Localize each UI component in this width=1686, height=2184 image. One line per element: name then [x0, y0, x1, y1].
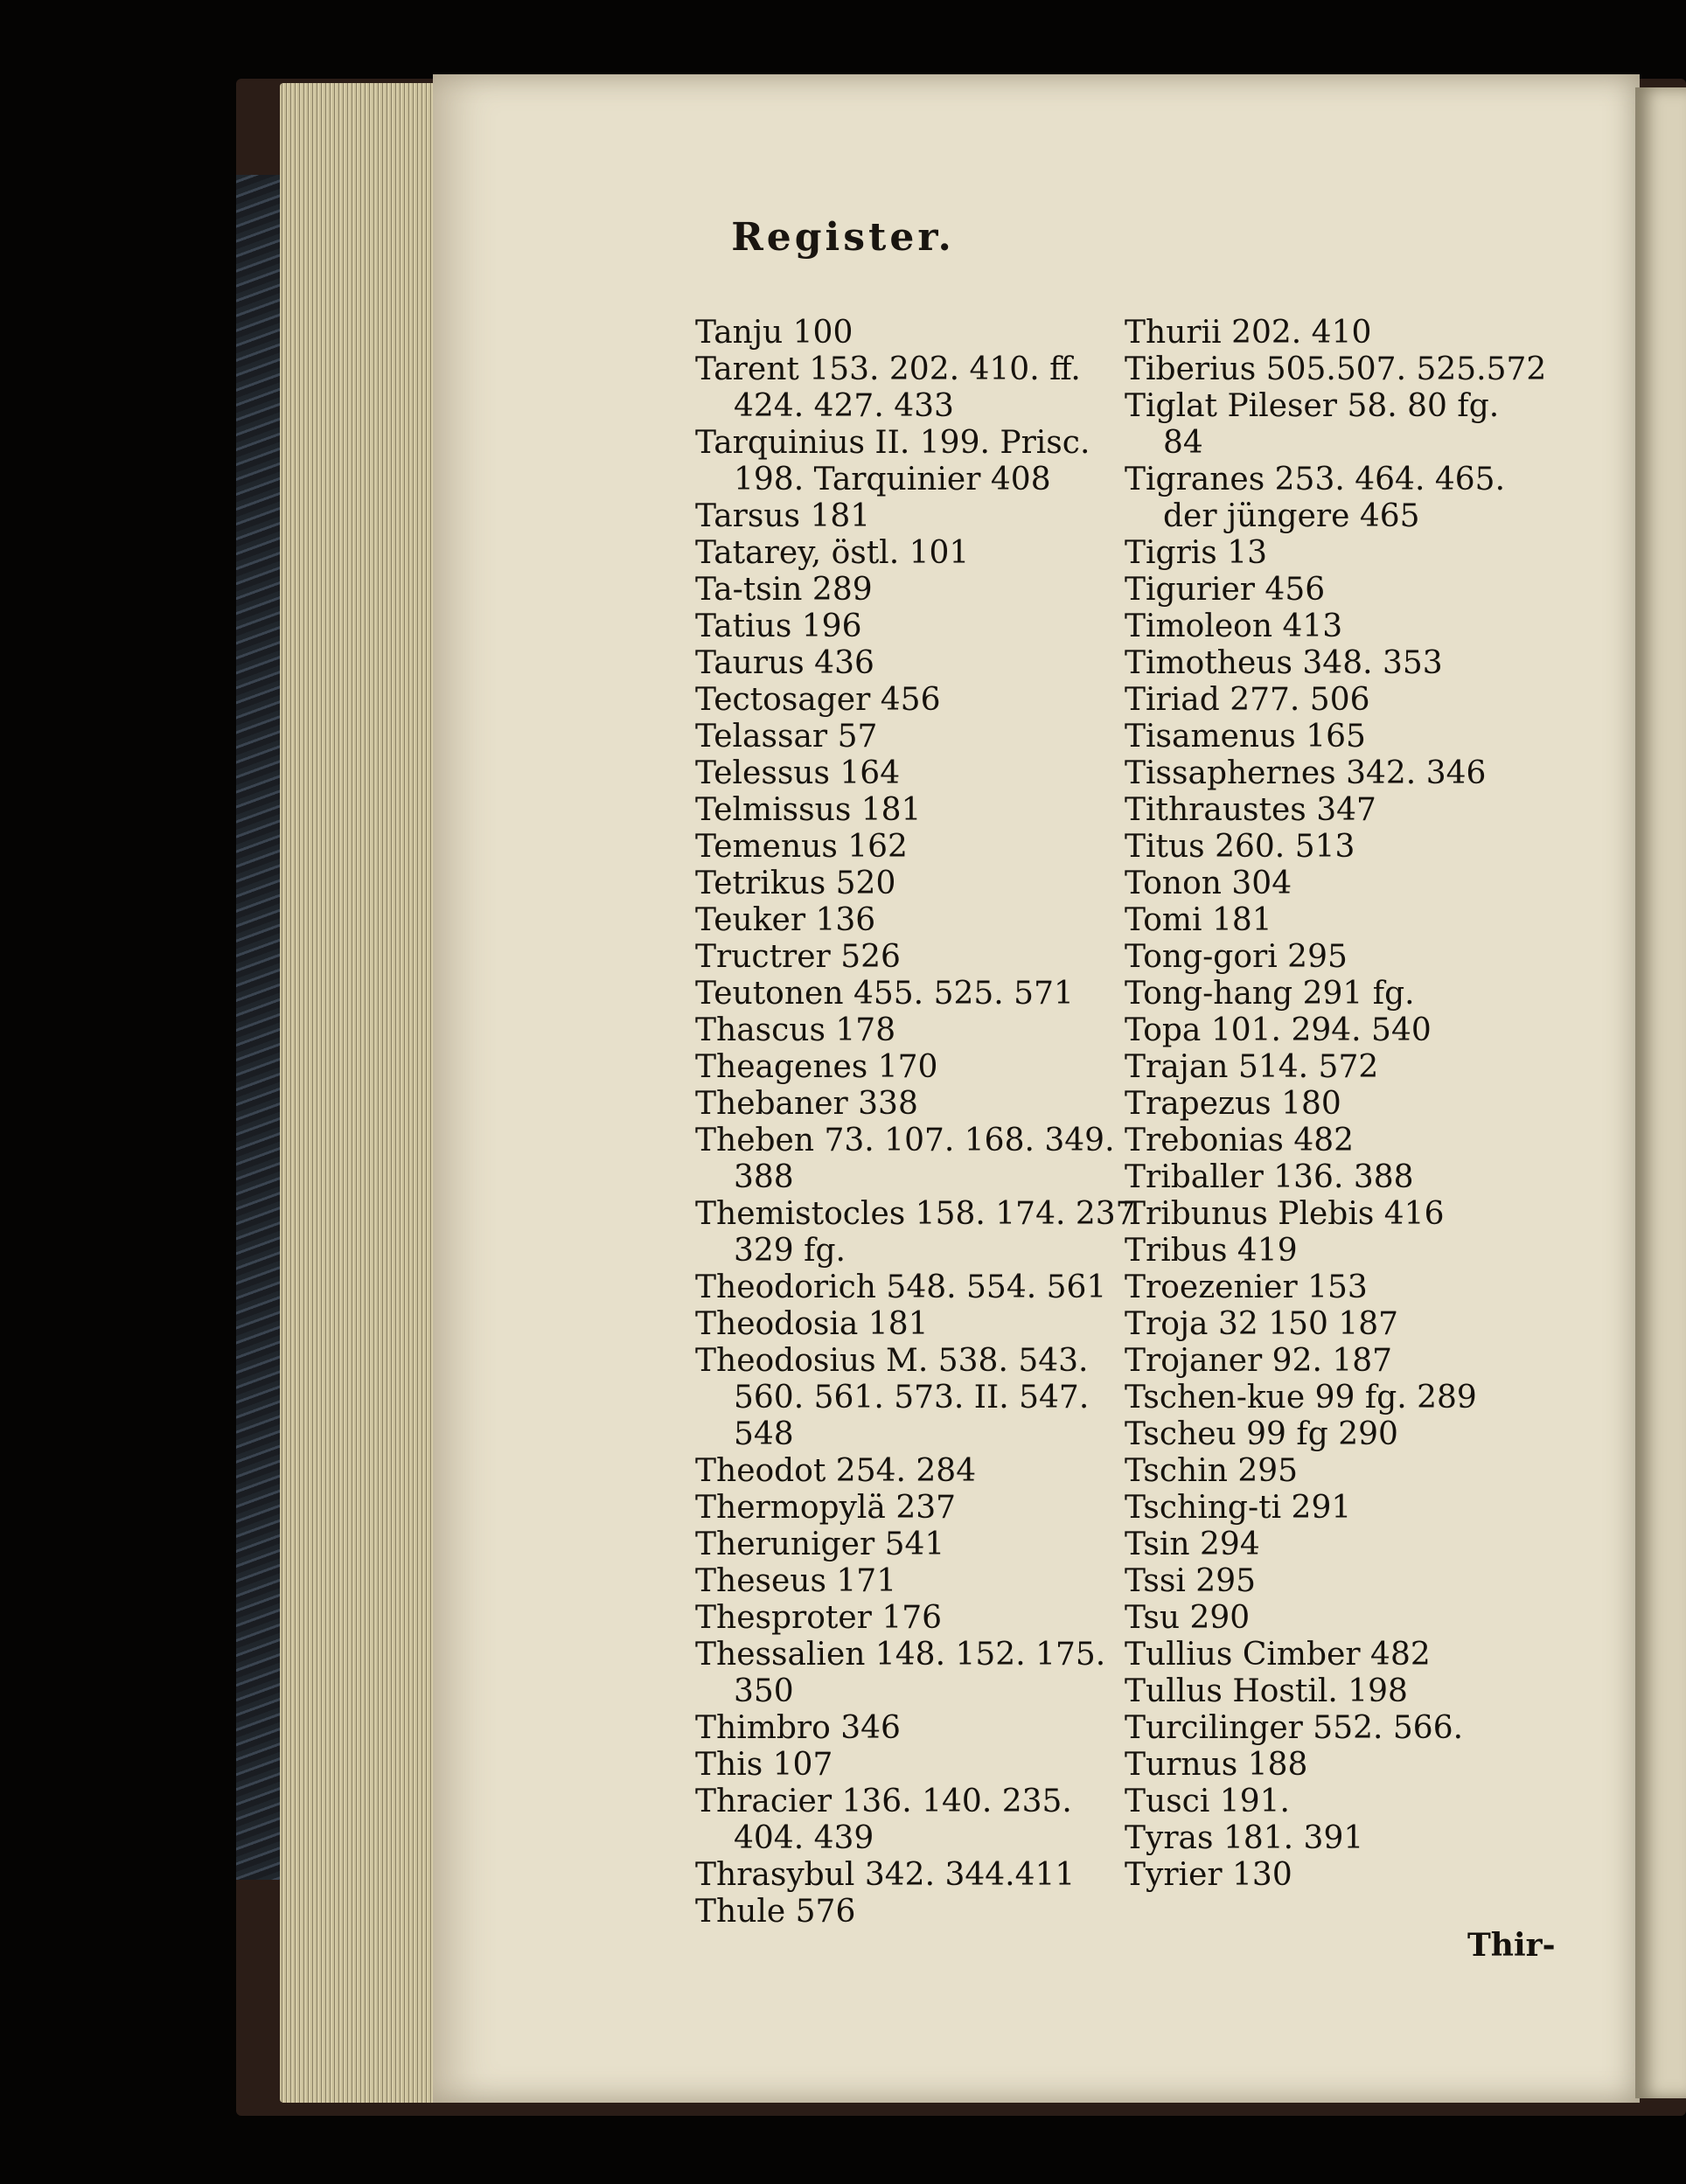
index-entry: Trojaner 92. 187: [1125, 1343, 1393, 1379]
index-entry: Tyras 181. 391: [1125, 1820, 1364, 1856]
left-column: [695, 315, 1136, 1930]
index-entry: Thermopylä 237: [695, 1490, 957, 1526]
index-entry: Trebonias 482: [1125, 1123, 1355, 1158]
index-entry: Tectosager 456: [695, 682, 941, 718]
index-entry: Teuker 136: [695, 902, 876, 938]
index-entry: Tithraustes 347: [1125, 792, 1376, 828]
index-entry: Thule 576: [695, 1894, 856, 1930]
index-entry: Telmissus 181: [695, 792, 922, 828]
index-entry: Tiriad 277. 506: [1125, 682, 1370, 718]
index-entry: Tyrier 130: [1125, 1857, 1292, 1893]
facing-page-edge: [1635, 87, 1686, 2098]
index-entry: Telassar 57: [695, 719, 878, 755]
index-entry: Tarquinius II. 199. Prisc.: [695, 425, 1090, 461]
index-entry: 388: [734, 1159, 794, 1195]
index-entry: Theodot 254. 284: [695, 1453, 977, 1489]
index-entry: Turcilinger 552. 566.: [1125, 1710, 1464, 1746]
index-entry: Tructrer 526: [695, 939, 901, 975]
index-entry: Tong-gori 295: [1125, 939, 1348, 975]
index-entry: der jüngere 465: [1163, 498, 1420, 534]
index-entry: Tatarey, östl. 101: [695, 535, 970, 571]
index-entry: Triballer 136. 388: [1125, 1159, 1414, 1195]
index-entry: Tusci 191.: [1125, 1784, 1290, 1819]
index-entry: Thracier 136. 140. 235.: [695, 1784, 1072, 1819]
index-entry: Tanju 100: [695, 315, 853, 351]
index-entry: Thrasybul 342. 344.411: [695, 1857, 1076, 1893]
index-entry: Telessus 164: [695, 755, 901, 791]
index-entry: Theodosia 181: [695, 1306, 929, 1342]
index-entry: Thebaner 338: [695, 1086, 918, 1122]
index-entry: Tetrikus 520: [695, 866, 896, 901]
index-entry: Theben 73. 107. 168. 349.: [695, 1123, 1115, 1158]
index-entry: Tigranes 253. 464. 465.: [1125, 462, 1506, 497]
index-entry: Tomi 181: [1125, 902, 1272, 938]
index-entry: Trapezus 180: [1125, 1086, 1341, 1122]
index-entry: This 107: [695, 1747, 833, 1783]
index-entry: Tullius Cimber 482: [1125, 1637, 1431, 1673]
index-entry: Troja 32 150 187: [1125, 1306, 1399, 1342]
index-entry: Timoleon 413: [1125, 609, 1343, 644]
index-entry: Tiglat Pileser 58. 80 fg.: [1125, 388, 1500, 424]
index-entry: 548: [734, 1416, 794, 1452]
index-entry: Tschin 295: [1125, 1453, 1299, 1489]
index-entry: Turnus 188: [1125, 1747, 1308, 1783]
index-entry: Theagenes 170: [695, 1049, 938, 1085]
index-entry: Timotheus 348. 353: [1125, 645, 1443, 681]
index-entry: Tigurier 456: [1125, 572, 1326, 608]
index-entry: Theruniger 541: [695, 1527, 945, 1562]
index-entry: Thimbro 346: [695, 1710, 901, 1746]
index-entry: Tssi 295: [1125, 1563, 1257, 1599]
catchword: Thir-: [1467, 1927, 1556, 1964]
index-entry: Thurii 202. 410: [1125, 315, 1372, 351]
index-entry: Tarsus 181: [695, 498, 871, 534]
index-entry: Tscheu 99 fg 290: [1125, 1416, 1398, 1452]
index-entry: Tribus 419: [1125, 1233, 1298, 1269]
index-entry: Troezenier 153: [1125, 1269, 1368, 1305]
index-entry: 404. 439: [734, 1820, 874, 1856]
index-entry: Tiberius 505.507. 525.572: [1125, 351, 1547, 387]
index-entry: Thessalien 148. 152. 175.: [695, 1637, 1106, 1673]
index-entry: 560. 561. 573. II. 547.: [734, 1380, 1090, 1415]
index-entry: Tissaphernes 342. 346: [1125, 755, 1487, 791]
index-entry: 424. 427. 433: [734, 388, 954, 424]
index-entry: Tonon 304: [1125, 866, 1292, 901]
index-entry: Theodosius M. 538. 543.: [695, 1343, 1089, 1379]
index-entry: Temenus 162: [695, 829, 908, 865]
index-entry: Ta-tsin 289: [695, 572, 873, 608]
index-entry: 84: [1163, 425, 1203, 461]
index-entry: Tisamenus 165: [1125, 719, 1366, 755]
index-entry: Tigris 13: [1125, 535, 1268, 571]
index-entry: Thascus 178: [695, 1012, 896, 1048]
index-entry: 198. Tarquinier 408: [734, 462, 1051, 497]
index-entry: Titus 260. 513: [1125, 829, 1355, 865]
index-entry: Tsu 290: [1125, 1600, 1251, 1636]
index-entry: Theseus 171: [695, 1563, 897, 1599]
index-entry: Teutonen 455. 525. 571: [695, 976, 1074, 1012]
index-entry: Thesproter 176: [695, 1600, 943, 1636]
index-entry: Tsin 294: [1125, 1527, 1260, 1562]
index-entry: 329 fg.: [734, 1233, 846, 1269]
index-entry: Trajan 514. 572: [1125, 1049, 1379, 1085]
index-entry: Tarent 153. 202. 410. ff.: [695, 351, 1081, 387]
index-entry: Taurus 436: [695, 645, 874, 681]
right-column: [1125, 315, 1562, 1894]
index-entry: Tribunus Plebis 416: [1125, 1196, 1445, 1232]
index-entry: 350: [734, 1673, 794, 1709]
index-entry: Tsching-ti 291: [1125, 1490, 1352, 1526]
index-entry: Tullus Hostil. 198: [1125, 1673, 1408, 1709]
index-entry: Tschen-kue 99 fg. 289: [1125, 1380, 1477, 1415]
index-entry: Tong-hang 291 fg.: [1125, 976, 1415, 1012]
index-entry: Tatius 196: [695, 609, 862, 644]
index-entry: Theodorich 548. 554. 561: [695, 1269, 1107, 1305]
index-entry: Themistocles 158. 174. 237: [695, 1196, 1136, 1232]
index-entry: Topa 101. 294. 540: [1125, 1012, 1432, 1048]
page-header: Register.: [731, 215, 955, 260]
page-block-edges: [280, 83, 437, 2103]
